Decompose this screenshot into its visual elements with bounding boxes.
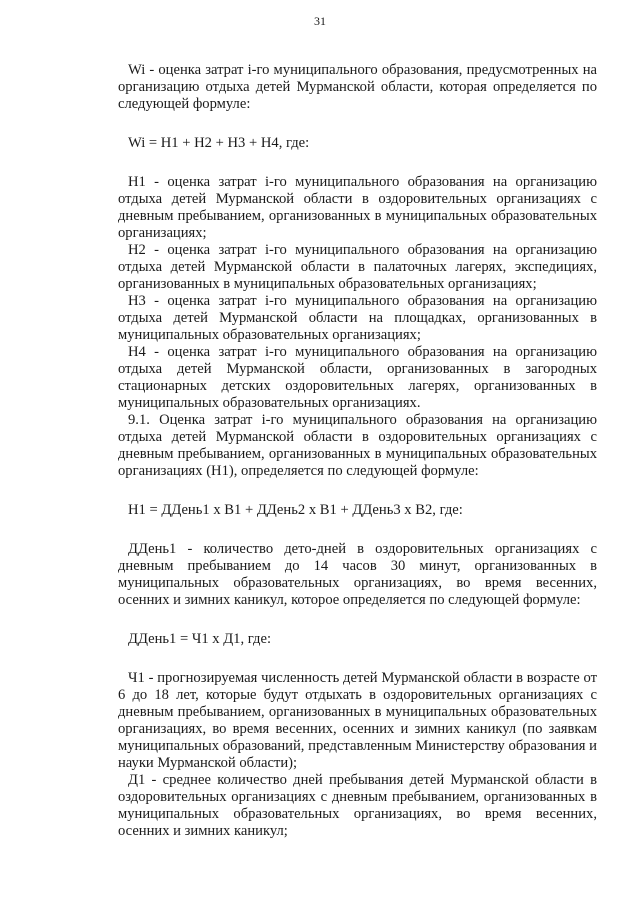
page-number: 31: [314, 14, 326, 28]
paragraph-wi-definition: Wi - оценка затрат i-го муниципального образования, предусмотренных на организацию отдыха детей Мурманской области, которая определяется по следующей формуле:: [118, 62, 597, 112]
formula-wi: Wi = H1 + H2 + H3 + H4, где:: [128, 135, 310, 151]
paragraph-ch1-definition: Ч1 - прогнозируемая численность детей Мурманской области в возрасте от 6 до 18 лет, которые будут отдыхать в оздоровительных организациях с дневным пребыванием, организованных в муниципальных образовательных организациях, во время весенних, осенних и зимних каникул (по заявкам муниципальных образований, представленным Министерству образования и науки Мурманской области);: [118, 670, 597, 771]
paragraph-d1-definition: Д1 - среднее количество дней пребывания детей Мурманской области в оздоровительных организациях с дневным пребыванием, организованных в муниципальных образовательных организациях, во время весенних, осенних и зимних каникул;: [118, 772, 597, 839]
paragraph-h3-definition: H3 - оценка затрат i-го муниципального образования на организацию отдыха детей Мурманской области на площадках, организованных в муниципальных образовательных организациях;: [118, 293, 597, 343]
document-body: [118, 62, 597, 840]
paragraph-h2-definition: H2 - оценка затрат i-го муниципального образования на организацию отдыха детей Мурманской области в палаточных лагерях, экспедициях, организованных в муниципальных образовательных организациях;: [118, 242, 597, 292]
formula-h1: H1 = ДДень1 x B1 + ДДень2 x B1 + ДДень3 x B2, где:: [128, 502, 463, 518]
paragraph-dden1-definition: ДДень1 - количество дето-дней в оздоровительных организациях с дневным пребыванием до 14 часов 30 минут, организованных в муниципальных образовательных организациях, во время весенних, осенних и зимних каникул, которое определяется по следующей формуле:: [118, 541, 597, 608]
paragraph-h1-definition: H1 - оценка затрат i-го муниципального образования на организацию отдыха детей Мурманской области в оздоровительных организациях с дневным пребыванием, организованных в муниципальных образовательных организациях;: [118, 174, 597, 241]
paragraph-section-9-1: 9.1. Оценка затрат i-го муниципального образования на организацию отдыха детей Мурманской области в оздоровительных организациях с дневным пребыванием, организованных в муниципальных образовательных организациях (H1), определяется по следующей формуле:: [118, 412, 597, 479]
paragraph-h4-definition: H4 - оценка затрат i-го муниципального образования на организацию отдыха детей Мурманской области, организованных в загородных стационарных детских оздоровительных лагерях, организованных в муниципальных образовательных организациях.: [118, 344, 597, 411]
formula-dden1: ДДень1 = Ч1 x Д1, где:: [128, 631, 271, 647]
